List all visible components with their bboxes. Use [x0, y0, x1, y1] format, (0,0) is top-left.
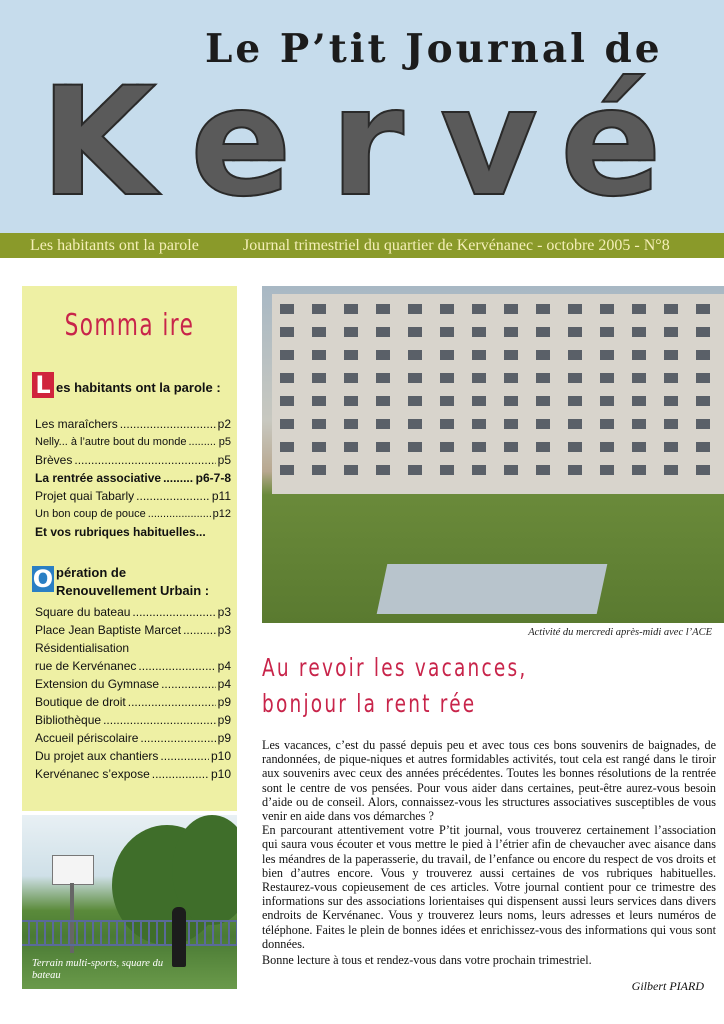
building-window [312, 442, 326, 452]
building-window [376, 373, 390, 383]
article-body [262, 738, 716, 951]
big-letter-e: e [190, 56, 292, 230]
building-window [344, 350, 358, 360]
building-window [504, 373, 518, 383]
building-window [408, 396, 422, 406]
building-window [664, 419, 678, 429]
building-window [696, 419, 710, 429]
toc-item[interactable]: Bibliothèque ..... p9 [35, 711, 231, 729]
section2-heading-line2: Renouvellement Urbain : [56, 583, 210, 598]
section1-toc [35, 415, 231, 541]
building-window [472, 465, 486, 475]
building-window [440, 304, 454, 314]
building-window [440, 396, 454, 406]
building-window [312, 304, 326, 314]
building-window [536, 304, 550, 314]
building-window [568, 396, 582, 406]
toc-item[interactable]: Projet quai Tabarly ..... p11 [35, 487, 231, 505]
building-window [376, 350, 390, 360]
building-window [440, 350, 454, 360]
building-window [568, 442, 582, 452]
article-headline [262, 650, 602, 722]
building-window [408, 373, 422, 383]
building-window [472, 442, 486, 452]
building-window [504, 442, 518, 452]
building-window [376, 419, 390, 429]
building-window [312, 465, 326, 475]
building-window [376, 327, 390, 337]
tagline-right: Journal trimestriel du quartier de Kervénanec - octobre 2005 - N°8 [243, 237, 670, 254]
building-window [280, 465, 294, 475]
building-window [504, 419, 518, 429]
big-letter-k: K [40, 56, 157, 230]
building-window [600, 442, 614, 452]
building-window [632, 304, 646, 314]
basketball-hoop [52, 855, 94, 885]
article-paragraph: En parcourant attentivement votre P’tit journal, vous trouverez certainement l’association qui saura vous écouter et vous mettre le pied à l’étrier afin de chevaucher avec aisance dans les méandres de la paperasserie, du travail, de l’enfance ou encore du respect de vos droits et bien d’autres encore. Vous y trouverez aussi certaines de vos rubriques habituelles. Restaurez-vous copieusement de ces articles. Votre journal contient pour ce trimestre des informations sur des associations lorientaises qui dispensent aussi leurs services dans divers endroits de Kervénanec. Vous y trouverez leurs noms, leurs adresses et leurs numéros de téléphone. Faites le plein de bonnes idées et enrichissez-vous des informations qui vous sont données. [262, 823, 716, 951]
building-window [280, 419, 294, 429]
building-window [504, 304, 518, 314]
sommaire-title: Somma ire [64, 308, 195, 343]
building-window [472, 396, 486, 406]
building-window [696, 327, 710, 337]
building-window [504, 396, 518, 406]
building-window [280, 373, 294, 383]
building-window [472, 419, 486, 429]
building-window [600, 304, 614, 314]
toc-item[interactable]: Kervénanec s’expose ..... p10 [35, 765, 231, 783]
building-window [280, 442, 294, 452]
building-window [632, 373, 646, 383]
section1-heading: es habitants ont la parole : [56, 380, 221, 395]
building-window [696, 396, 710, 406]
toc-item[interactable]: Résidentialisation [35, 641, 130, 655]
section2-heading-line1: pération de [56, 565, 127, 580]
building-window [536, 442, 550, 452]
main-photo [262, 286, 724, 623]
building-window [600, 350, 614, 360]
building-window [632, 396, 646, 406]
building-window [568, 350, 582, 360]
building-window [504, 327, 518, 337]
main-photo-caption: Activité du mercredi après-midi avec l’ACE [528, 627, 712, 638]
building-window [504, 350, 518, 360]
big-letter-e-accent: é [560, 56, 662, 230]
building-window [568, 327, 582, 337]
building-window [632, 327, 646, 337]
building-window [568, 373, 582, 383]
toc-item[interactable]: Place Jean Baptiste Marcet ..... p3 [35, 621, 231, 639]
building-window [344, 396, 358, 406]
building-window [280, 396, 294, 406]
building-window [312, 327, 326, 337]
building-window [344, 465, 358, 475]
big-letter-r: r [330, 56, 404, 230]
building-window [536, 350, 550, 360]
toc-item[interactable]: Brèves ..... p5 [35, 451, 231, 469]
building-window [632, 419, 646, 429]
building-window [664, 442, 678, 452]
building-window [536, 419, 550, 429]
building-window [536, 373, 550, 383]
sommaire-box [22, 286, 237, 811]
building-window [696, 465, 710, 475]
building-window [664, 304, 678, 314]
building-window [312, 350, 326, 360]
building-window [440, 419, 454, 429]
building-window [408, 350, 422, 360]
building-window [344, 327, 358, 337]
toc-item[interactable]: Les maraîchers ..... p2 [35, 415, 231, 433]
building-window [696, 373, 710, 383]
toc-item[interactable]: Un bon coup de pouce ..... p12 [35, 505, 231, 523]
building-window [600, 373, 614, 383]
ping-pong-table [377, 564, 608, 614]
building-window [376, 465, 390, 475]
dropcap-l: L [32, 372, 54, 398]
toc-item[interactable]: Accueil périscolaire ..... p9 [35, 729, 231, 747]
toc-item[interactable]: La rentrée associative ..... p6-7-8 [35, 469, 231, 487]
building-window [280, 350, 294, 360]
building-window [312, 396, 326, 406]
building-window [664, 396, 678, 406]
toc-item[interactable]: Extension du Gymnase ..... p4 [35, 675, 231, 693]
article-closing: Bonne lecture à tous et rendez-vous dans votre prochain trimestriel. [262, 953, 592, 967]
building-window [536, 327, 550, 337]
building-window [440, 465, 454, 475]
building-window [344, 373, 358, 383]
building-window [376, 396, 390, 406]
article-paragraph: Les vacances, c’est du passé depuis peu et avec tous ces bons souvenirs de baignades, de randonnées, de pique-niques et autres formidables activités, tout cela est rangé dans le tiroir aux souvenirs avec ceux des années précédentes. Toutes les bonnes résolutions de la rentrée sont le centre de vos pensées. Pour vous aider dans certaines, peut-être aurez-vous besoin d’aide ou de conseil. Alors, connaissez-vous les structures associatives susceptibles de vous venir en aide dans vos démarches ? [262, 738, 716, 824]
big-letter-v: v [440, 56, 538, 230]
building-window [312, 373, 326, 383]
building-window [344, 442, 358, 452]
building-window [696, 442, 710, 452]
toc-footer: Et vos rubriques habituelles... [35, 525, 206, 539]
building-window [504, 465, 518, 475]
building-window [312, 419, 326, 429]
building-window [568, 304, 582, 314]
big-title-kerve [40, 56, 700, 230]
masthead [0, 0, 724, 233]
building-window [664, 373, 678, 383]
headline-line-1: Au revoir les vacances, [262, 653, 528, 682]
building-window [344, 304, 358, 314]
building-window [664, 327, 678, 337]
building-window [632, 465, 646, 475]
building-window [440, 373, 454, 383]
building-window [408, 442, 422, 452]
article-signature: Gilbert PIARD [631, 979, 704, 993]
building-window [536, 465, 550, 475]
building-window [600, 419, 614, 429]
building-window [600, 465, 614, 475]
building-window [280, 304, 294, 314]
building-window [408, 465, 422, 475]
toc-item[interactable]: rue de Kervénanec ..... p4 [35, 657, 231, 675]
building-window [440, 442, 454, 452]
building-window [632, 350, 646, 360]
side-photo-caption: Terrain multi-sports, square du bateau [32, 958, 164, 981]
building-window [408, 304, 422, 314]
building-window [472, 350, 486, 360]
building-window [472, 304, 486, 314]
toc-item[interactable]: Square du bateau ..... p3 [35, 603, 231, 621]
tagline-bar [0, 233, 724, 258]
building-window [376, 304, 390, 314]
building-window [664, 465, 678, 475]
building-window [440, 327, 454, 337]
building-window [344, 419, 358, 429]
building-window [664, 350, 678, 360]
dropcap-o: O [32, 565, 54, 593]
headline-line-2: bonjour la rent rée [262, 689, 477, 718]
toc-item[interactable]: Boutique de droit ..... p9 [35, 693, 231, 711]
building-window [408, 327, 422, 337]
apartment-building [272, 294, 724, 494]
toc-item[interactable]: Du projet aux chantiers ..... p10 [35, 747, 231, 765]
building-window [472, 327, 486, 337]
masthead-title: Le P’tit Journal de [205, 26, 663, 72]
building-window [376, 442, 390, 452]
building-window [568, 419, 582, 429]
building-window [600, 327, 614, 337]
toc-item[interactable]: Nelly... à l’autre bout du monde ..... p5 [35, 433, 231, 451]
building-window [696, 350, 710, 360]
fence [22, 920, 237, 946]
building-window [696, 304, 710, 314]
building-window [600, 396, 614, 406]
building-window [408, 419, 422, 429]
building-window [568, 465, 582, 475]
building-window [472, 373, 486, 383]
building-window [280, 327, 294, 337]
section2-toc [35, 603, 231, 783]
tagline-left: Les habitants ont la parole [30, 237, 199, 254]
building-window [536, 396, 550, 406]
building-window [632, 442, 646, 452]
